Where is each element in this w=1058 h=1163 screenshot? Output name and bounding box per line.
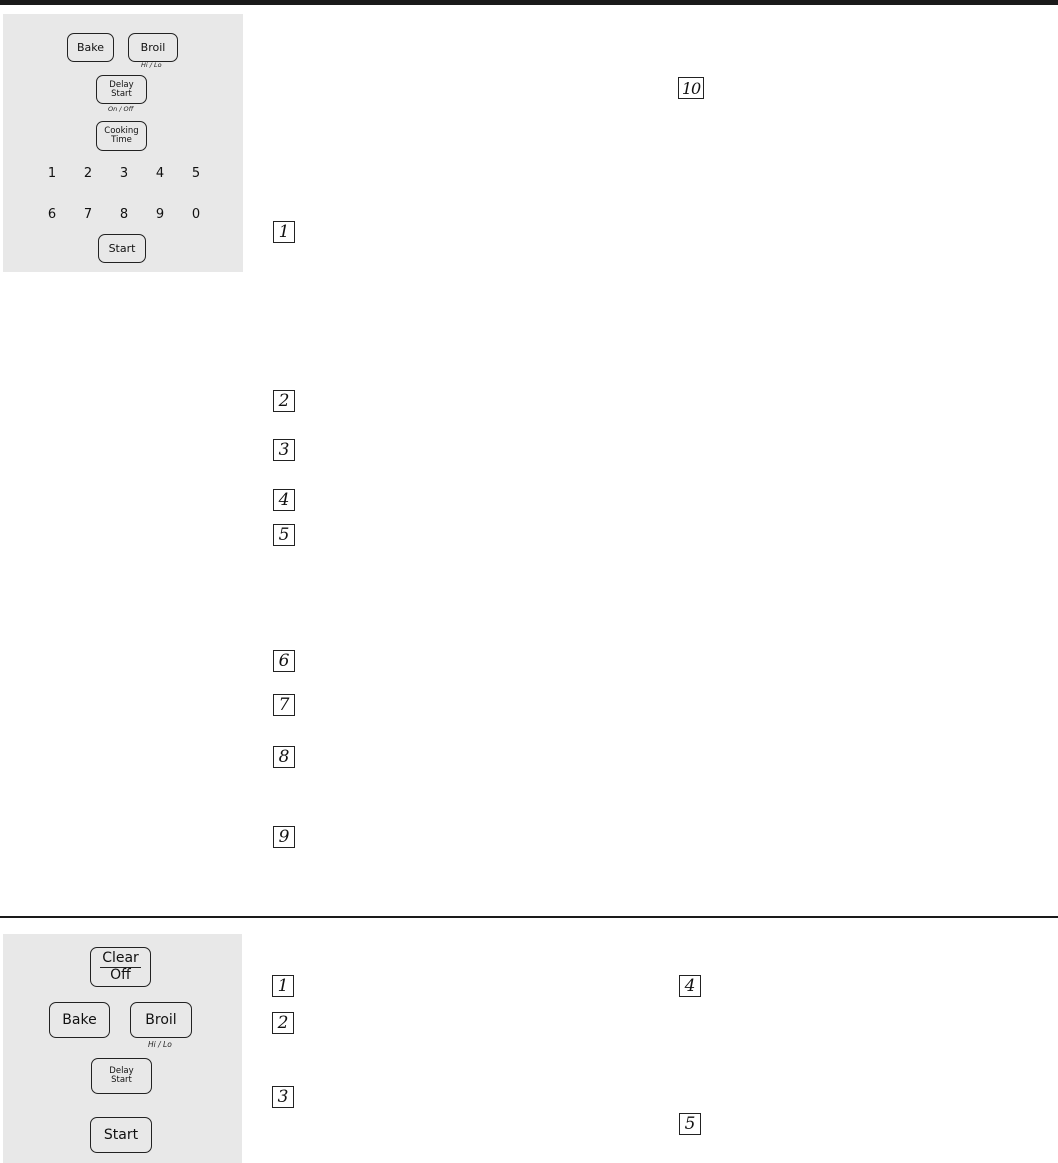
step-marker-10: 10 — [678, 77, 704, 99]
step-marker-1: 1 — [273, 221, 295, 243]
broil-hi-lo-label: Hi / Lo — [148, 1040, 172, 1049]
step-marker-5: 5 — [273, 524, 295, 546]
bake-key-label: Bake — [62, 1011, 97, 1028]
digit-key-6[interactable]: 6 — [47, 207, 57, 222]
delay-on-off-label: On / Off — [108, 105, 134, 113]
cooking-time-key-label: Cooking Time — [104, 126, 139, 145]
step-marker-3: 3 — [272, 1086, 294, 1108]
step-marker-4: 4 — [679, 975, 701, 997]
control-panel-cancel-delay — [3, 934, 242, 1163]
step-marker-4: 4 — [273, 489, 295, 511]
step-marker-2: 2 — [273, 390, 295, 412]
digit-key-3[interactable]: 3 — [119, 166, 129, 181]
digit-key-2[interactable]: 2 — [83, 166, 93, 181]
step-marker-2: 2 — [272, 1012, 294, 1034]
cooking-time-key[interactable] — [96, 121, 147, 151]
broil-key-label: Broil — [145, 1011, 177, 1028]
start-key[interactable] — [90, 1117, 152, 1153]
clear-off-key[interactable] — [90, 947, 151, 987]
broil-key[interactable] — [130, 1002, 192, 1038]
broil-key[interactable] — [128, 33, 178, 62]
step-marker-8: 8 — [273, 746, 295, 768]
clear-key-label: Clear — [102, 950, 139, 966]
step-marker-3: 3 — [273, 439, 295, 461]
top-rule — [0, 0, 1058, 5]
section-divider — [0, 916, 1058, 918]
delay-start-key-label: Delay Start — [109, 79, 134, 99]
digit-key-9[interactable]: 9 — [155, 207, 165, 222]
digit-key-5[interactable]: 5 — [191, 166, 201, 181]
step-marker-6: 6 — [273, 650, 295, 672]
control-panel-delay-start — [3, 14, 243, 272]
bake-key-label: Bake — [76, 41, 105, 54]
start-key-label: Start — [108, 242, 136, 255]
step-marker-1: 1 — [272, 975, 294, 997]
delay-start-key[interactable] — [96, 75, 147, 104]
delay-start-key[interactable] — [91, 1058, 152, 1094]
step-marker-7: 7 — [273, 694, 295, 716]
off-key-label: Off — [110, 967, 131, 983]
bake-key[interactable] — [49, 1002, 110, 1038]
digit-key-0[interactable]: 0 — [191, 207, 201, 222]
step-marker-5: 5 — [679, 1113, 701, 1135]
bake-key[interactable] — [67, 33, 114, 62]
broil-key-label: Broil — [140, 41, 166, 54]
start-key[interactable] — [98, 234, 146, 263]
digit-key-4[interactable]: 4 — [155, 166, 165, 181]
start-key-label: Start — [103, 1126, 139, 1143]
step-marker-9: 9 — [273, 826, 295, 848]
broil-hi-lo-label: Hi / Lo — [141, 61, 162, 69]
digit-key-7[interactable]: 7 — [83, 207, 93, 222]
digit-key-8[interactable]: 8 — [119, 207, 129, 222]
delay-start-key-label: Delay Start — [109, 1066, 134, 1085]
digit-key-1[interactable]: 1 — [47, 166, 57, 181]
